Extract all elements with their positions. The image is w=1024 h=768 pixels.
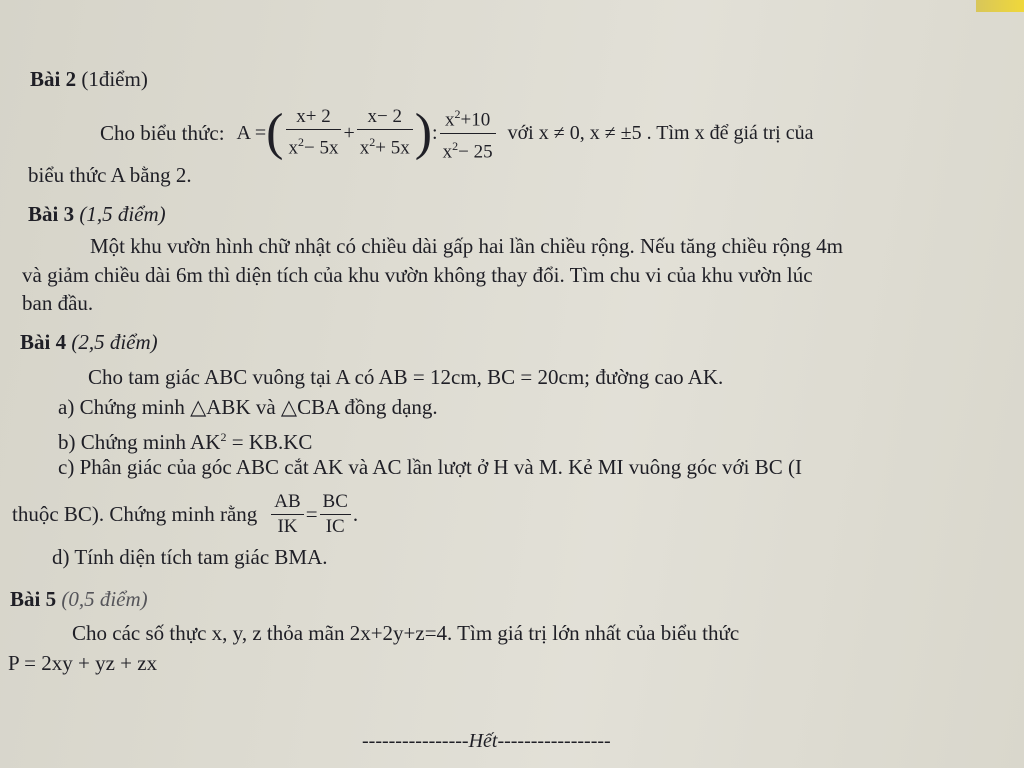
bai5-points: (0,5 điểm) [61,587,148,611]
bai5-header [10,586,148,612]
bai4-heading: Bài 4 [20,330,67,354]
bai4-c-text: thuộc BC). Chứng minh rằng [12,502,258,526]
bai4-fraction-bc-ic: $\frac{BC}{IC}$ [320,490,351,539]
bai2-header [30,66,148,92]
fraction-3-denominator: $x^2- 25$ [442,138,493,162]
fraction-3 [440,102,496,164]
bai2-points: (1điểm) [81,67,148,91]
fraction-2 [357,105,413,160]
bai3-header [28,201,166,227]
bai4-part-c-line2 [12,484,358,544]
fraction-1-denominator: $x^2- 5x$ [288,135,339,159]
bai5-line2: P = 2xy + yz + zx [8,651,158,675]
left-paren: ( [266,104,284,161]
bai4-part-a: a) Chứng minh △ABK và △CBA đồng dạng. [58,395,438,419]
bai3-points: (1,5 điểm) [79,202,166,226]
fraction-2-denominator: $x^2+ 5x$ [359,135,410,159]
bai5-line1: Cho các số thực x, y, z thỏa mãn 2x+2y+z=4. Tìm giá trị lớn nhất của biểu thức [72,621,740,645]
bai3-line1: Một khu vườn hình chữ nhật có chiều dài gấp hai lần chiều rộng. Nếu tăng chiều rộng 4m [90,234,843,258]
bai4-part-b: b) Chứng minh $AK^2 = KB.KC$ [58,430,313,454]
bai2-a-equals: A = [236,122,267,144]
bai4-equals: = [305,502,318,526]
fraction-2-numerator: x− 2 [357,105,413,130]
fraction-1 [286,105,342,160]
bai4-header [20,329,158,355]
bai4-dot: . [352,502,359,526]
bai3-line3: ban đầu. [22,291,94,315]
fraction-1-numerator: x+ 2 [286,105,342,130]
colon-sign: : [432,122,438,144]
exam-end-marker: ----------------Hết----------------- [362,730,611,752]
bai2-line2: biểu thức A bằng 2. [28,163,192,187]
bai2-formula-line [100,98,813,168]
right-paren: ) [414,104,433,161]
bai4-points: (2,5 điểm) [71,330,158,354]
bai2-heading: Bài 2 [30,67,77,91]
fraction-3-numerator: $x^2+10$ [440,102,496,133]
bai5-heading: Bài 5 [10,587,57,611]
bai4-fraction-ab-ik: $\frac{AB}{IK}$ [271,490,303,539]
bai4-part-c-line1: c) Phân giác của góc ABC cắt AK và AC lần lượt ở H và M. Kẻ MI vuông góc với BC (I [58,455,802,479]
bai3-heading: Bài 3 [28,202,75,226]
bai2-intro: Cho biểu thức: [100,121,225,145]
bai3-line2: và giảm chiều dài 6m thì diện tích của khu vườn không thay đổi. Tìm chu vi của khu vườn lúc [22,263,813,287]
plus-sign: + [343,122,355,144]
bai4-part-d: d) Tính diện tích tam giác BMA. [52,545,328,569]
bai4-intro: Cho tam giác ABC vuông tại A có AB = 12cm, BC = 20cm; đường cao AK. [88,365,724,389]
bai2-condition: với x ≠ 0, x ≠ ±5 . Tìm x để giá trị của [507,122,814,144]
